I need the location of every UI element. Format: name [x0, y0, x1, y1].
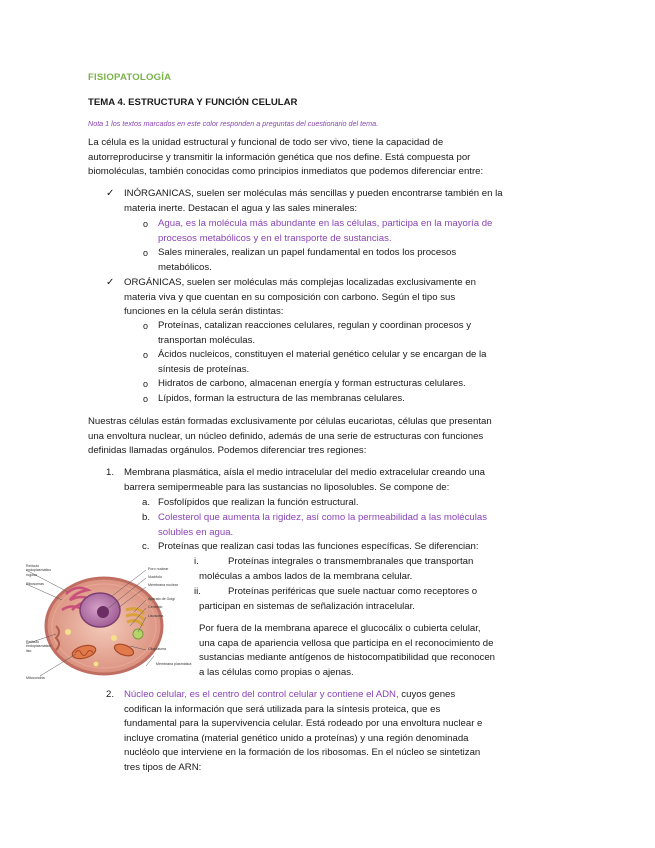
- bullet-icon: o: [143, 321, 149, 331]
- nucleo-line: tres tipos de ARN:: [124, 761, 202, 773]
- nucleo-paragraph: [124, 688, 534, 776]
- figure-label: Lisosoma: [148, 614, 164, 618]
- figure-label: Mitocondria: [26, 676, 45, 680]
- organicas-line: materia viva y que cuentan en su composición con carbono. Según el tipo sus: [124, 291, 456, 303]
- organicas-line: ORGÁNICAS, suelen ser moléculas más complejas localizadas exclusivamente en: [124, 277, 476, 288]
- list-letter: c.: [142, 541, 150, 552]
- figure-label: Retículo endoplasmático liso: [26, 640, 52, 653]
- organicas-line: funciones en la célula serán distintas:: [124, 306, 284, 318]
- membrana-sub-i-line: moléculas a ambos lados de la membrana celular.: [199, 571, 413, 582]
- list-item-acidos: [158, 348, 487, 377]
- nucleo-line: codifican la información que será utilizada para la síntesis proteica, que es: [124, 703, 441, 715]
- membrana-item-line: solubles en agua.: [158, 526, 234, 538]
- eucariotas-paragraph: [88, 415, 492, 459]
- membrana-item-c: Proteínas que realizan casi todas las funciones específicas. Se diferencian:: [158, 541, 479, 552]
- list-letter: a.: [142, 497, 151, 508]
- cell-figure: [26, 560, 196, 685]
- subject-label: FISIOPATOLOGÍA: [88, 72, 172, 83]
- membrana-line: Membrana plasmática, aísla el medio intracelular del medio extracelular creando una: [124, 467, 486, 478]
- list-letter: b.: [142, 512, 151, 523]
- check-icon: ✓: [106, 277, 115, 288]
- intro-line: autorreproducirse y transmitir la información genética que nos define. Está compuesta por: [88, 151, 471, 163]
- membrana-paragraph: [124, 466, 485, 495]
- list-item-line: síntesis de proteínas.: [158, 363, 250, 375]
- bullet-icon: o: [143, 379, 149, 389]
- figure-label: Aparato de Golgi: [148, 597, 175, 601]
- membrana-item-a: Fosfolípidos que realizan la función estructural.: [158, 497, 359, 508]
- list-item-sales: [158, 246, 456, 275]
- list-number: 1.: [106, 467, 115, 478]
- nucleo-line: incluye cromatina (material genético unido a proteínas) y una región denominada: [124, 732, 469, 744]
- list-item-line: metabólicos.: [158, 261, 212, 273]
- figure-label: Citoplasma: [148, 647, 166, 651]
- figure-label: Retículo endoplasmático rugoso: [26, 564, 52, 577]
- list-item-line: procesos metabólicos y en el transporte de sustancias.: [158, 232, 392, 244]
- list-item-hidratos: Hidratos de carbono, almacenan energía y forman estructuras celulares.: [158, 378, 466, 389]
- eucariotas-line: una envoltura nuclear, un núcleo definido, además de una serie de estructuras con funciones: [88, 430, 484, 442]
- inorganicas-line: materia inerte. Destacan el agua y las sales minerales:: [124, 202, 358, 214]
- bullet-icon: o: [143, 219, 149, 229]
- nucleo-line: [124, 688, 534, 703]
- intro-line: La célula es la unidad estructural y funcional de todo ser vivo, tiene la capacidad de: [88, 137, 444, 148]
- membrana-item-line: Colesterol que aumenta la rigidez, así como la permeabilidad a las moléculas: [158, 512, 488, 523]
- note-text: Nota 1 los textos marcados en este color responden a preguntas del cuestionario del tema.: [88, 119, 379, 128]
- bullet-icon: o: [143, 350, 149, 360]
- check-icon: ✓: [106, 188, 115, 199]
- nucleo-line: fundamental para la supervivencia celular. Está rodeado por una envoltura nuclear e: [124, 718, 483, 730]
- membrana-sub-i-line: Proteínas integrales o transmembranales que transportan: [228, 556, 474, 567]
- membrana-sub-ii-line: participan en sistemas de señalización intracelular.: [199, 601, 415, 612]
- eucariotas-line: Nuestras células están formadas exclusivamente por células eucariotas, células que presentan: [88, 416, 492, 427]
- list-roman: i.: [194, 556, 199, 567]
- list-roman: ii.: [194, 586, 201, 597]
- nucleo-line: nucléolo que interviene en la formación de los ribosomas. En el núcleo se sintetizan: [124, 747, 481, 759]
- nucleo-lead: Núcleo celular, es el centro del control celular y contiene el ADN,: [124, 689, 399, 700]
- figure-label: Ribosomas: [26, 582, 44, 586]
- intro-paragraph: [88, 136, 483, 180]
- figure-label: Nucléolo: [148, 575, 162, 579]
- membrana-line: barrera semipermeable para las sustancias no liposolubles. Se compone de:: [124, 481, 450, 493]
- intro-line: biomoléculas, también conocidas como principios inmediatos que podemos diferenciar entre:: [88, 166, 484, 178]
- eucariotas-line: definidas llamadas orgánulos. Podemos diferenciar tres regiones:: [88, 445, 367, 457]
- list-item-line: Proteínas, catalizan reacciones celulares, regulan y coordinan procesos y: [158, 320, 472, 331]
- list-item-line: Ácidos nucleicos, constituyen el material genético celular y se encargan de la: [158, 349, 487, 360]
- list-item-line: Sales minerales, realizan un papel fundamental en todos los procesos: [158, 247, 457, 258]
- list-item-line: Agua, es la molécula más abundante en las células, participa en la mayoría de: [158, 218, 493, 229]
- list-item-line: transportan moléculas.: [158, 334, 256, 346]
- figure-label: Membrana plasmática: [156, 662, 192, 666]
- organicas-paragraph: [124, 276, 476, 320]
- glucocalix-line: a las células como propias o ajenas.: [199, 666, 354, 678]
- list-item-lipidos: Lípidos, forman la estructura de las membranas celulares.: [158, 393, 405, 404]
- bullet-icon: o: [143, 394, 149, 404]
- figure-label: Centriolo: [148, 605, 163, 609]
- inorganicas-paragraph: [124, 187, 503, 216]
- list-item-proteinas: [158, 319, 471, 348]
- glucocalix-line: una capa de apariencia vellosa que participa en el reconocimiento de: [199, 637, 494, 649]
- glucocalix-line: Por fuera de la membrana aparece el glucocálix o cubierta celular,: [199, 623, 481, 634]
- figure-label: Membrana nuclear: [148, 583, 178, 587]
- nucleo-lead-rest: cuyos genes: [398, 689, 456, 700]
- membrana-sub-ii-line: Proteínas periféricas que suele nactuar como receptores o: [228, 586, 478, 597]
- membrana-item-b: [158, 511, 487, 540]
- inorganicas-line: INÓRGANICAS, suelen ser moléculas más sencillas y pueden encontrarse también en la: [124, 188, 503, 199]
- list-item-agua: [158, 217, 492, 246]
- bullet-icon: o: [143, 248, 149, 258]
- page-title: TEMA 4. ESTRUCTURA Y FUNCIÓN CELULAR: [88, 97, 298, 108]
- list-number: 2.: [106, 689, 115, 700]
- glucocalix-paragraph: [199, 622, 495, 680]
- figure-label: Poro nuclear: [148, 567, 169, 571]
- glucocalix-line: sustancias mediante antígenos de histocompatibilidad que reconocen: [199, 652, 496, 664]
